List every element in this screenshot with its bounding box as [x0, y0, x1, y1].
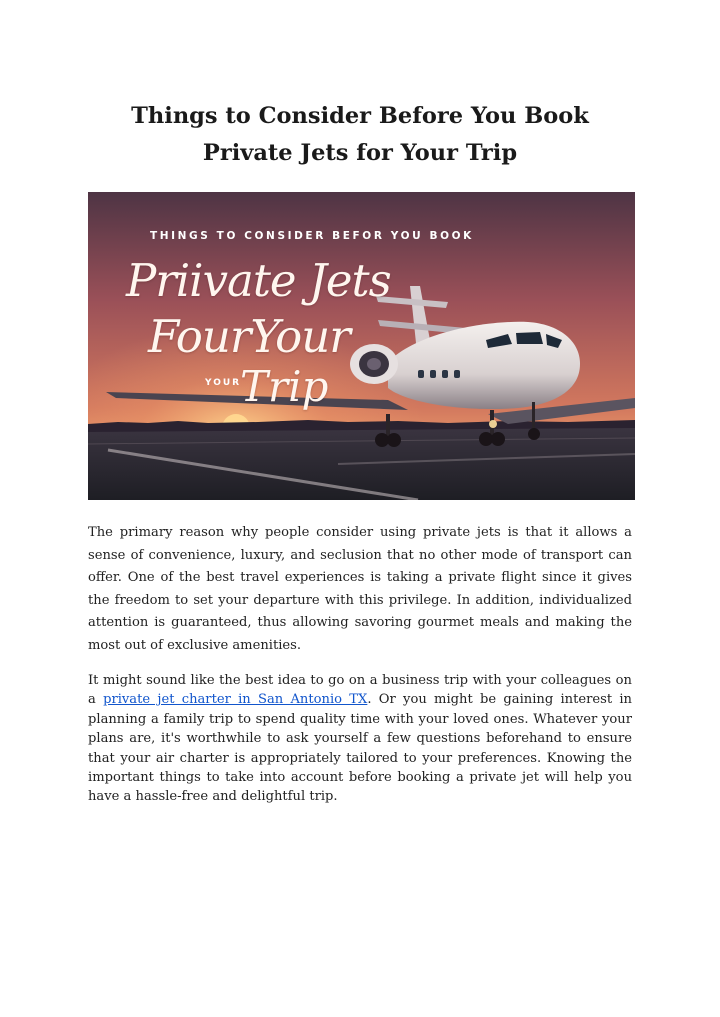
title-line-1: Things to Consider Before You Book [131, 103, 589, 129]
paragraph-2-text-end: . Or you might be gaining interest in planning a family trip to spend quality time with your loved ones. Whatever your plans are, it's worthwhile to ask yourself a few questions beforehand to ensure that your air charter is appropriately tailored to your preferences. Knowing the important things to take into account before booking a private jet will help you have a hassle-free and delightful trip. [88, 692, 632, 805]
private-jet-charter-link[interactable]: private jet charter in San Antonio TX [103, 692, 368, 708]
hero-overlay-text [88, 192, 635, 500]
hero-script-line-1: Priivate Jets [126, 254, 391, 307]
hero-top-caption: THINGS TO CONSIDER BEFOR YOU BOOK [150, 230, 474, 242]
hero-script-line-2: FourYour [148, 310, 350, 363]
hero-script-line-3: Trip [240, 362, 329, 411]
hero-image [88, 192, 635, 500]
title-line-2: Private Jets for Your Trip [202, 140, 518, 166]
document-title [0, 98, 720, 172]
paragraph-2 [88, 671, 632, 807]
hero-small-word: YOUR [205, 378, 242, 388]
paragraph-1: The primary reason why people consider using private jets is that it allows a sense of convenience, luxury, and seclusion that no other mode of transport can offer. One of the best travel experiences is taking a private flight since it gives the freedom to set your departure with this privilege. In addition, individualized attention is guaranteed, thus allowing savoring gourmet meals and making the most out of exclusive amenities. [88, 525, 632, 653]
paragraph-2-text-start: It might sound like the best idea to go on a business trip with your colleagues on a [88, 673, 632, 708]
